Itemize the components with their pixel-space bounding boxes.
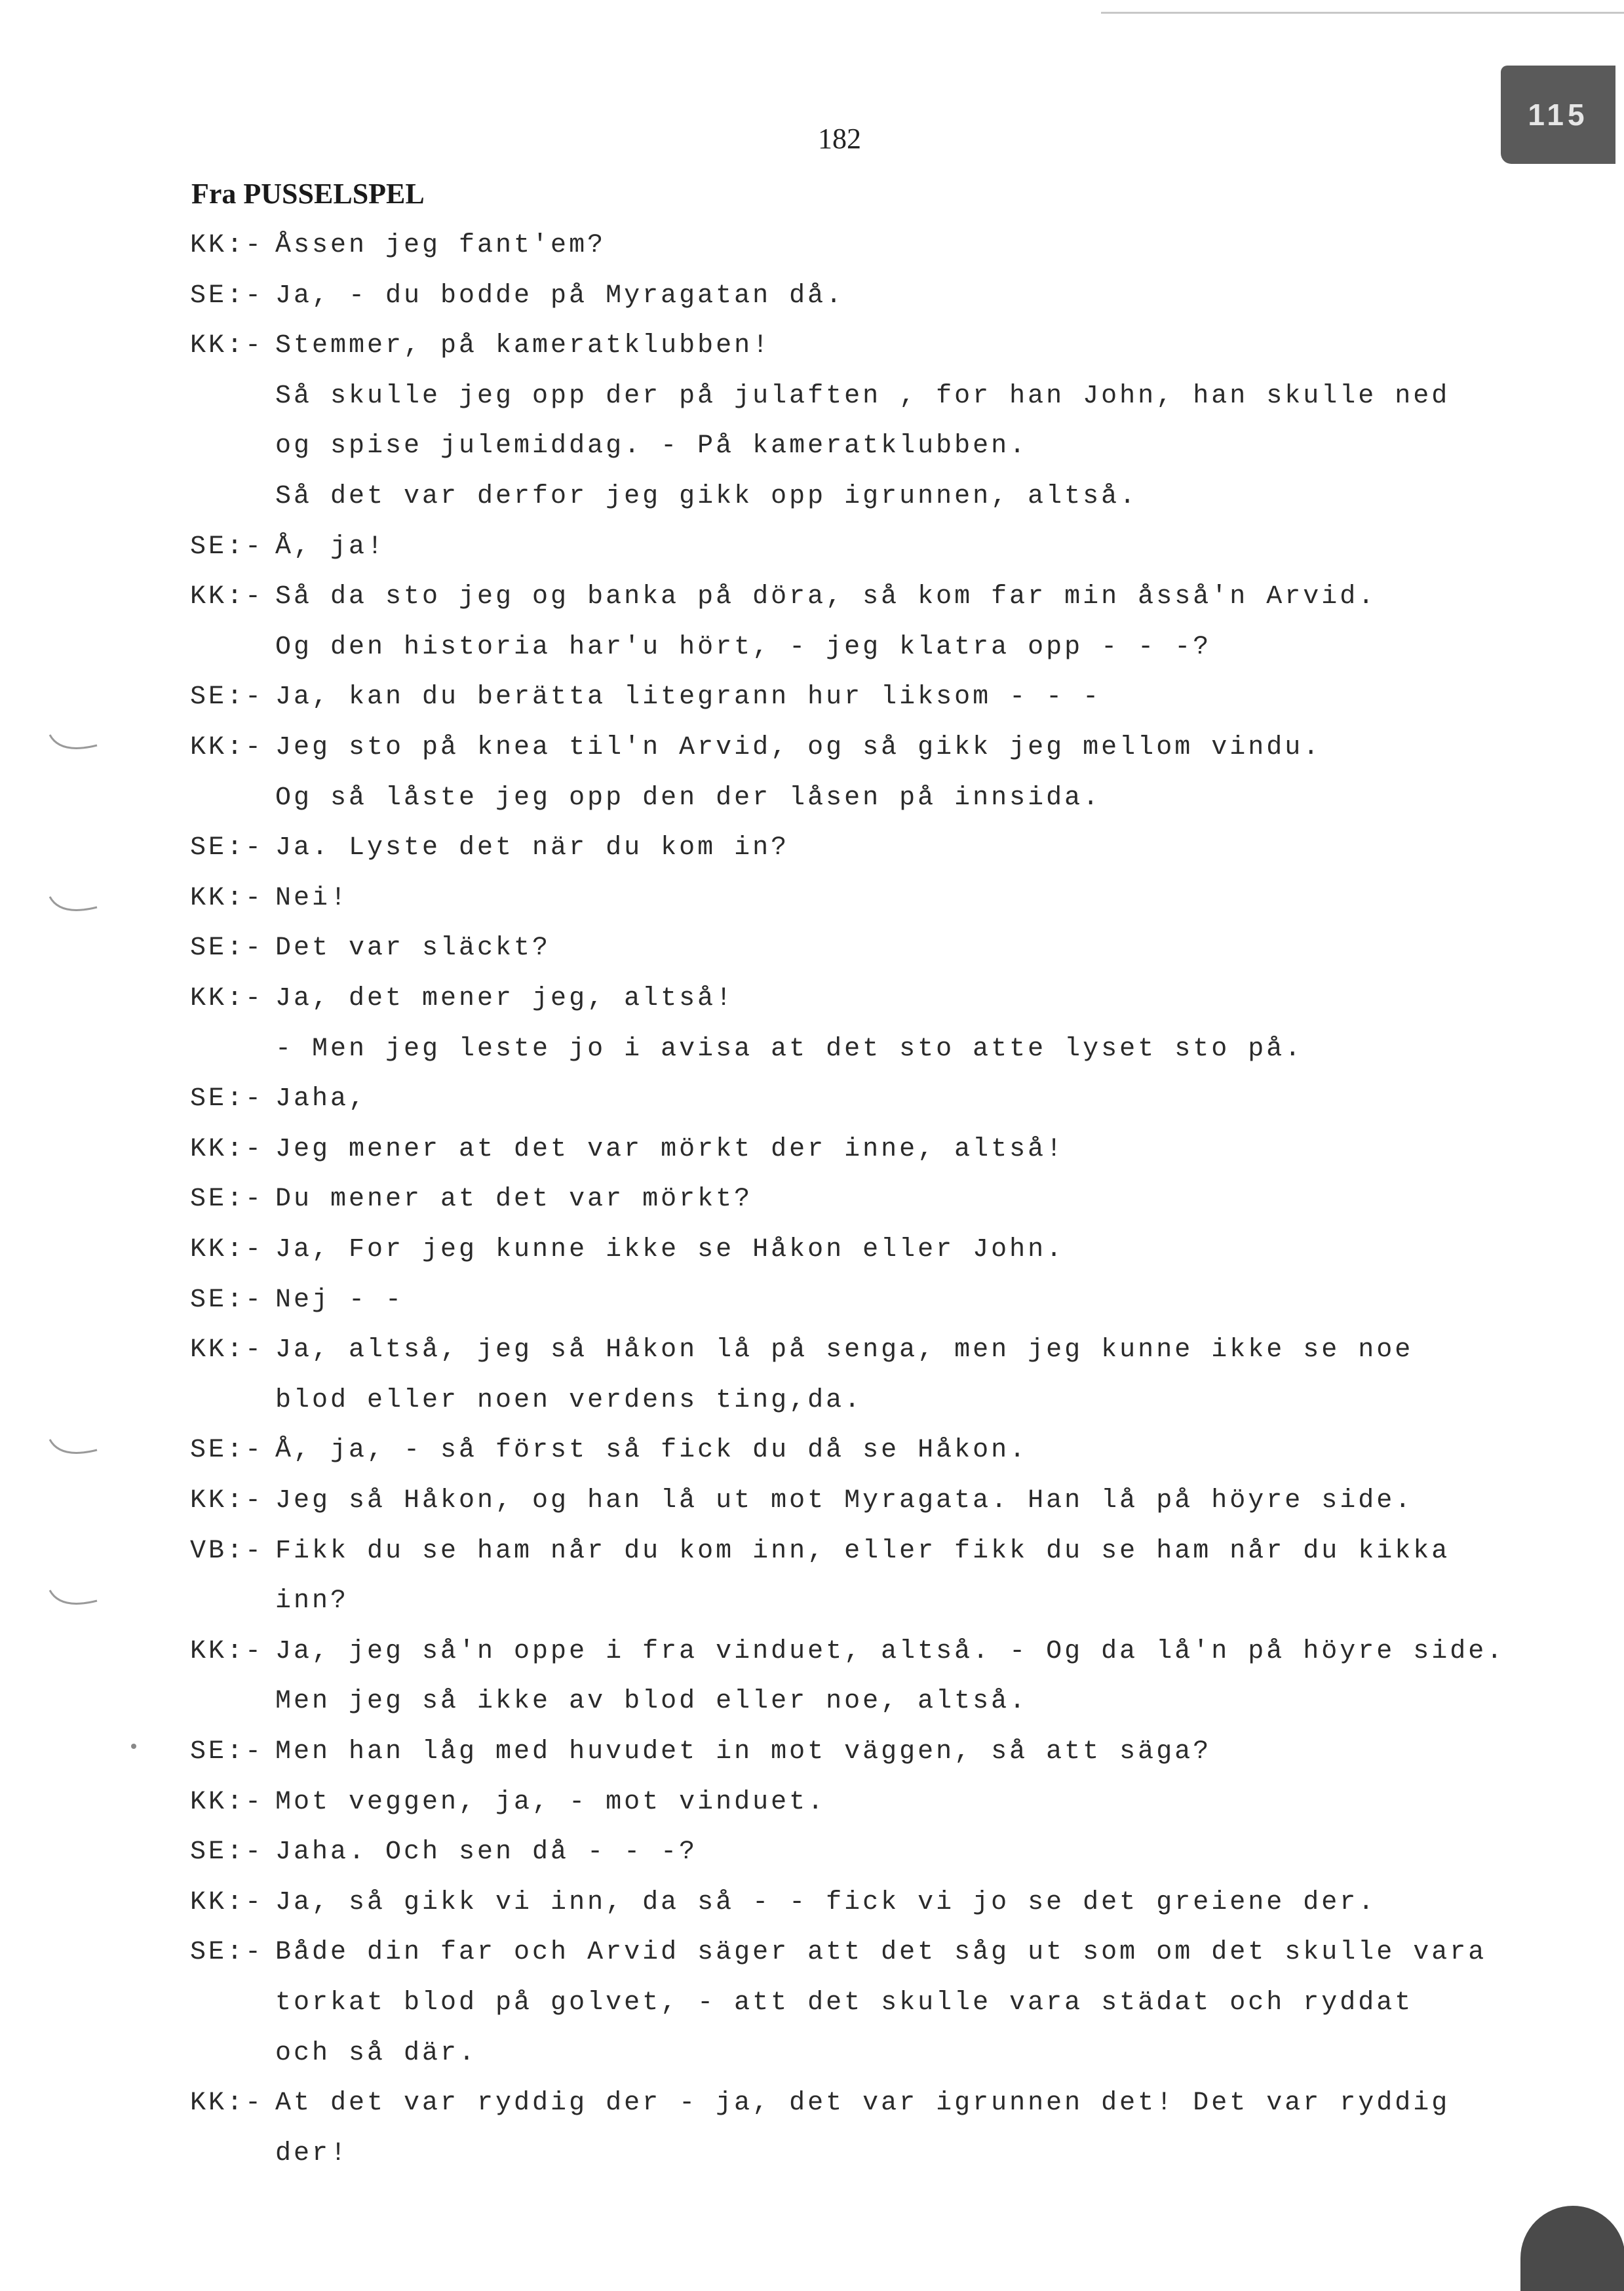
dialogue-text: - Men jeg leste jo i avisa at det sto atte lyset sto på. [275, 1034, 1304, 1064]
speaker-label: SE:- [190, 281, 264, 311]
speaker-label: KK:- [190, 1235, 264, 1264]
tab-number: 115 [1528, 98, 1589, 132]
dialogue-text: Ja, altså, jeg så Håkon lå på senga, men jeg kunne ikke se noe [275, 1335, 1414, 1365]
speaker-label: KK:- [190, 1335, 264, 1365]
speaker-label: KK:- [190, 883, 264, 913]
dialogue-text: Så skulle jeg opp der på julaften , for han John, han skulle ned [275, 381, 1450, 411]
speaker-label: SE:- [190, 532, 264, 562]
dialogue-text: och så där. [275, 2038, 478, 2068]
document-title: Fra PUSSELSPEL [191, 178, 425, 210]
dialogue-text: Både din far och Arvid säger att det såg ut som om det skulle vara [275, 1938, 1487, 1968]
speaker-label: KK:- [190, 1134, 264, 1164]
dialogue-text: Ja. Lyste det när du kom in? [275, 833, 790, 863]
dialogue-text: torkat blod på golvet, - att det skulle vara städat och ryddat [275, 1988, 1414, 2018]
speaker-label: KK:- [190, 1486, 264, 1516]
dialogue-text: Å, ja! [275, 532, 386, 562]
dialogue-text: Men han låg med huvudet in mot väggen, så att säga? [275, 1737, 1212, 1767]
speaker-label: SE:- [190, 1185, 264, 1215]
dialogue-text: blod eller noen verdens ting,da. [275, 1385, 863, 1415]
dialogue-text: Ja, det mener jeg, altså! [275, 984, 735, 1013]
dialogue-text: Jeg sto på knea til'n Arvid, og så gikk jeg mellom vindu. [275, 733, 1322, 762]
speaker-label: VB:- [190, 1536, 264, 1566]
speaker-label: SE:- [190, 1938, 264, 1968]
speaker-label: KK:- [190, 582, 264, 612]
dialogue-text: Nej - - [275, 1285, 404, 1315]
dialogue-text: Ja, så gikk vi inn, da så - - fick vi jo se det greiene der. [275, 1887, 1377, 1917]
dialogue-text: Ja, kan du berätta litegrann hur liksom - - - [275, 682, 1102, 713]
speaker-label: KK:- [190, 1787, 264, 1817]
speaker-label: SE:- [190, 1285, 264, 1315]
dialogue-text: inn? [275, 1586, 349, 1616]
dialogue-text: Og så låste jeg opp den der låsen på innsida. [275, 783, 1102, 813]
dialogue-text: Nei! [275, 883, 349, 913]
dialogue-text: Jaha, [275, 1084, 368, 1114]
margin-mark [47, 1586, 100, 1613]
top-rule [1101, 12, 1624, 14]
dialogue-text: Jaha. Och sen då - - -? [275, 1837, 698, 1868]
speaker-label: SE:- [190, 933, 264, 964]
speaker-label: KK:- [190, 231, 264, 260]
margin-mark [47, 893, 100, 919]
dialogue-text: Og den historia har'u hört, - jeg klatra opp - - -? [275, 632, 1212, 662]
speaker-label: KK:- [190, 331, 264, 361]
speaker-label: KK:- [190, 1636, 264, 1666]
dialogue-text: Så da sto jeg og banka på döra, så kom far min åsså'n Arvid. [275, 582, 1377, 612]
speaker-label: SE:- [190, 1436, 264, 1466]
speaker-label: SE:- [190, 1837, 264, 1868]
dialogue-text: Ja, For jeg kunne ikke se Håkon eller John. [275, 1235, 1065, 1264]
dialogue-text: Jeg så Håkon, og han lå ut mot Myragata. Han lå på höyre side. [275, 1486, 1414, 1516]
dialogue-text: Fikk du se ham når du kom inn, eller fikk du se ham når du kikka [275, 1536, 1450, 1566]
dialogue-text: Det var släckt? [275, 933, 551, 964]
dialogue-text: Du mener at det var mörkt? [275, 1185, 753, 1215]
dialogue-text: Å, ja, - så först så fick du då se Håkon. [275, 1436, 1028, 1466]
speaker-label: KK:- [190, 1887, 264, 1917]
speaker-label: SE:- [190, 833, 264, 863]
speaker-label: SE:- [190, 1737, 264, 1767]
dialogue-text: Ja, - du bodde på Myragatan då. [275, 281, 845, 311]
tab-badge [1501, 66, 1615, 164]
speaker-label: SE:- [190, 682, 264, 713]
dialogue-text: Jeg mener at det var mörkt der inne, altså! [275, 1134, 1065, 1164]
dialogue-text: At det var ryddig der - ja, det var igrunnen det! Det var ryddig [275, 2088, 1450, 2119]
dialogue-text: Åssen jeg fant'em? [275, 231, 606, 260]
dialogue-text: Mot veggen, ja, - mot vinduet. [275, 1787, 826, 1817]
dialogue-text: og spise julemiddag. - På kameratklubben. [275, 431, 1028, 461]
margin-dot [131, 1744, 136, 1749]
dialogue-text: Stemmer, på kameratklubben! [275, 331, 771, 361]
margin-mark [47, 731, 100, 757]
dialogue-text: Ja, jeg så'n oppe i fra vinduet, altså. - Og da lå'n på höyre side. [275, 1636, 1505, 1666]
dialogue-text: Men jeg så ikke av blod eller noe, altså. [275, 1687, 1028, 1717]
dialogue-text: der! [275, 2138, 349, 2168]
speaker-label: SE:- [190, 1084, 264, 1114]
margin-mark [47, 1436, 100, 1462]
speaker-label: KK:- [190, 984, 264, 1013]
corner-mark [1520, 2206, 1624, 2291]
dialogue-text: Så det var derfor jeg gikk opp igrunnen, altså. [275, 482, 1138, 511]
page-number: 182 [818, 123, 861, 155]
speaker-label: KK:- [190, 733, 264, 762]
speaker-label: KK:- [190, 2088, 264, 2119]
